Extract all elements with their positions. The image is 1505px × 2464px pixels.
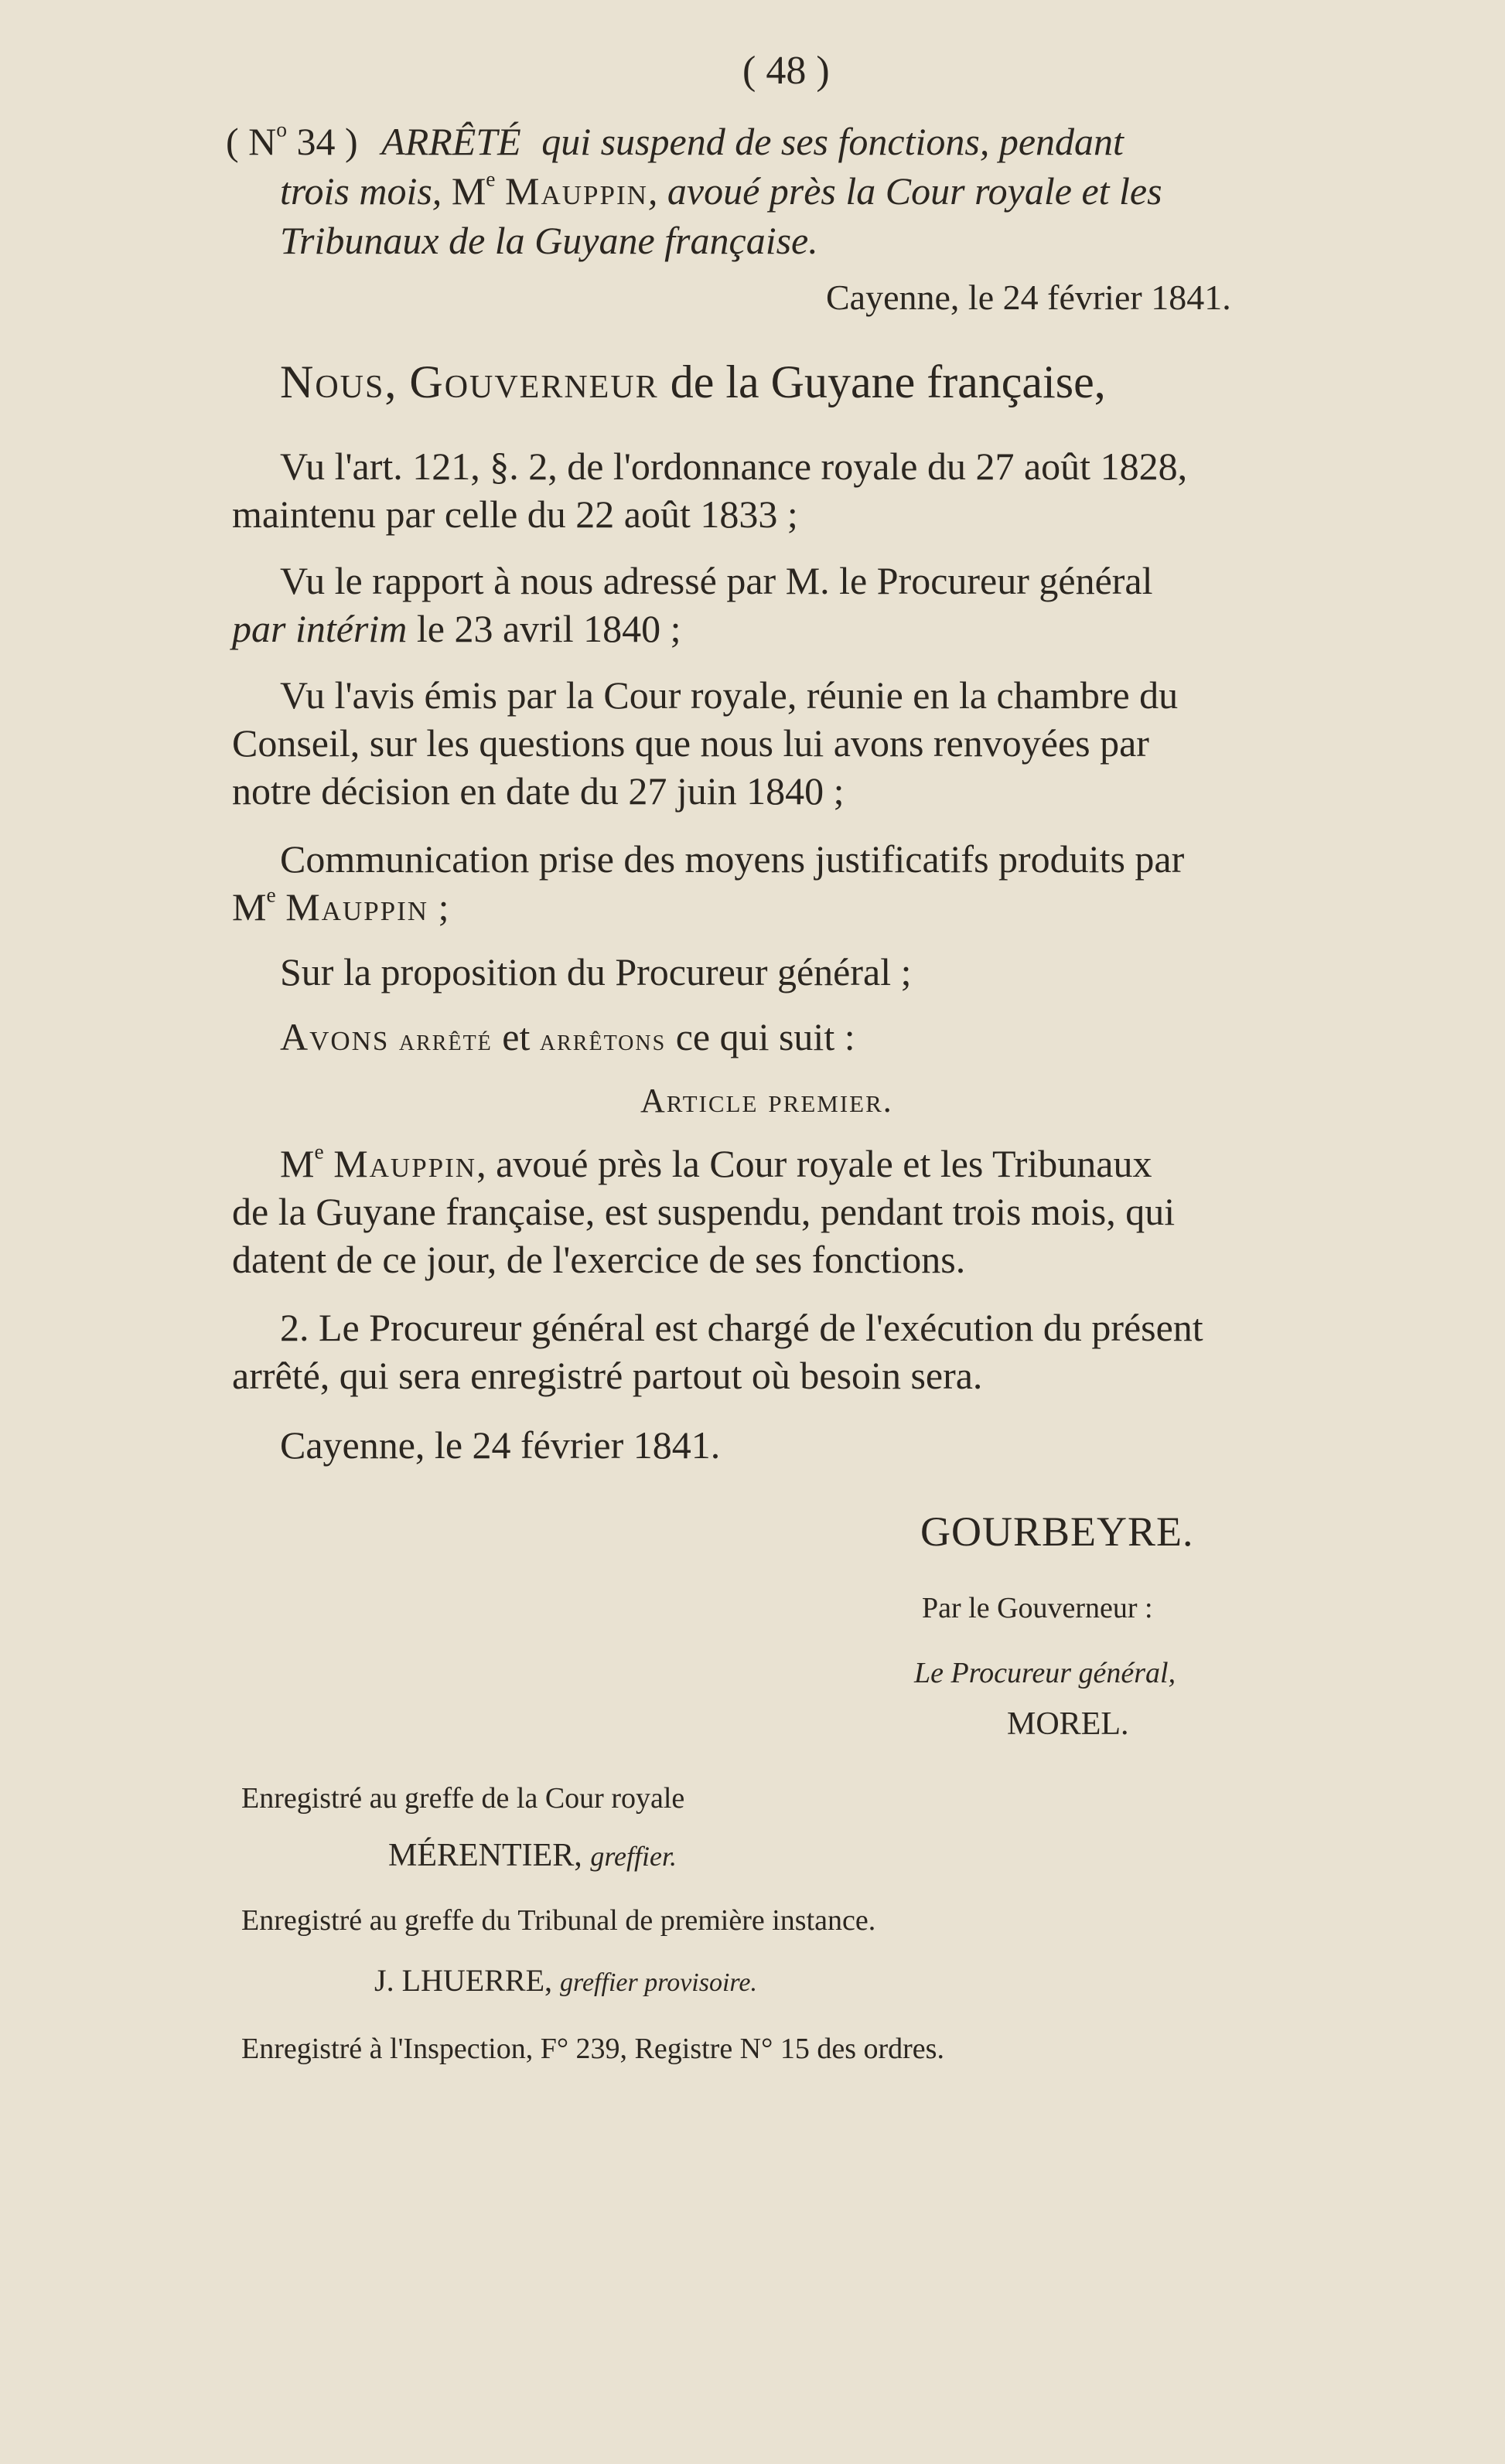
heading-line2-sup: e <box>486 166 496 191</box>
governor-signature: GOURBEYRE. <box>920 1508 1194 1555</box>
p4-end: ; <box>428 885 449 929</box>
p6-et: et <box>492 1015 540 1058</box>
gouverneur-word: Gouverneur <box>409 356 659 407</box>
heading-line2-m: M <box>451 169 486 213</box>
p6-arretons: arrêtons <box>539 1022 667 1057</box>
art1-name: Mauppin <box>333 1142 477 1185</box>
article-title: Article premier. <box>640 1082 893 1120</box>
heading-line-3: Tribunaux de la Guyane française. <box>280 219 818 262</box>
procureur-name: MOREL. <box>1007 1706 1129 1742</box>
p2-line2-rest: le 23 avril 1840 ; <box>407 607 681 650</box>
page-number: ( 48 ) <box>742 49 830 93</box>
p3-line-3: notre décision en date du 27 juin 1840 ; <box>232 769 845 813</box>
r1-name: MÉRENTIER, <box>388 1838 582 1873</box>
art1-line-3: datent de ce jour, de l'exercice de ses fonctions. <box>232 1238 966 1281</box>
heading-line-1 <box>226 118 1406 165</box>
art1-sup: e <box>314 1139 324 1164</box>
r1-role: greffier. <box>590 1841 677 1872</box>
r2-name: J. LHUERRE, <box>374 1963 552 1998</box>
p5-line: Sur la proposition du Procureur général ; <box>280 950 912 993</box>
p2-line-1: Vu le rapport à nous adressé par M. le Procureur général <box>280 559 1153 602</box>
heading-line2-a: trois mois, <box>280 169 442 213</box>
registration-1: Enregistré au greffe de la Cour royale <box>241 1782 685 1815</box>
art1-m: M <box>280 1142 315 1185</box>
art1-line1-rest: , avoué près la Cour royale et les Tribunaux <box>476 1142 1152 1185</box>
art2-line-1: 2. Le Procureur général est chargé de l'exécution du présent <box>280 1306 1203 1349</box>
p2-interim: par intérim <box>232 607 408 650</box>
heading-line-2 <box>280 167 1162 215</box>
registration-2: Enregistré au greffe du Tribunal de première instance. <box>241 1904 876 1937</box>
heading-num: 34 ) <box>287 120 358 163</box>
nous-line <box>280 356 1106 409</box>
art1-line-2: de la Guyane française, est suspendu, pendant trois mois, qui <box>232 1190 1176 1233</box>
p1-line-1: Vu l'art. 121, §. 2, de l'ordonnance royale du 27 août 1828, <box>280 445 1188 488</box>
heading-title: ARRÊTÉ <box>381 120 521 163</box>
p6-arrete: arrêté <box>398 1022 493 1057</box>
dateline: Cayenne, le 24 février 1841. <box>826 278 1231 317</box>
p6-rest: ce qui suit : <box>666 1015 855 1058</box>
p2-line-2 <box>232 605 681 653</box>
p4-name: Mauppin <box>285 885 429 929</box>
heading-line2-b: , avoué près la Cour royale et les <box>647 169 1162 213</box>
registration-2-signer <box>374 1962 757 1999</box>
p6-line <box>280 1013 855 1064</box>
p6-avons: Avons <box>280 1015 390 1058</box>
heading-open: ( N <box>226 120 277 163</box>
heading-line1-rest: qui suspend de ses fonctions, pendant <box>541 120 1124 163</box>
nous-word: Nous, <box>280 356 398 407</box>
nous-rest: de la Guyane française, <box>670 356 1106 407</box>
p3-line-1: Vu l'avis émis par la Cour royale, réunie en la chambre du <box>280 673 1179 717</box>
art1-line-1 <box>280 1140 1152 1188</box>
p4-line-1: Communication prise des moyens justificatifs produits par <box>280 837 1185 881</box>
by-governor: Par le Gouverneur : <box>922 1592 1153 1624</box>
p4-m: M <box>232 885 267 929</box>
art2-line-2: arrêté, qui sera enregistré partout où besoin sera. <box>232 1354 983 1397</box>
heading-line2-name: Mauppin <box>505 169 648 213</box>
p4-sup: e <box>266 882 276 907</box>
procureur-title: Le Procureur général, <box>914 1657 1176 1689</box>
p1-line-2: maintenu par celle du 22 août 1833 ; <box>232 492 798 536</box>
registration-3: Enregistré à l'Inspection, F° 239, Registre N° 15 des ordres. <box>241 2033 944 2065</box>
r2-role: greffier provisoire. <box>560 1968 757 1997</box>
p4-line-2 <box>232 883 449 931</box>
p3-line-2: Conseil, sur les questions que nous lui avons renvoyées par <box>232 721 1149 765</box>
registration-1-signer <box>388 1837 677 1874</box>
heading-no-sup: o <box>276 117 288 141</box>
closing-date: Cayenne, le 24 février 1841. <box>280 1423 721 1467</box>
